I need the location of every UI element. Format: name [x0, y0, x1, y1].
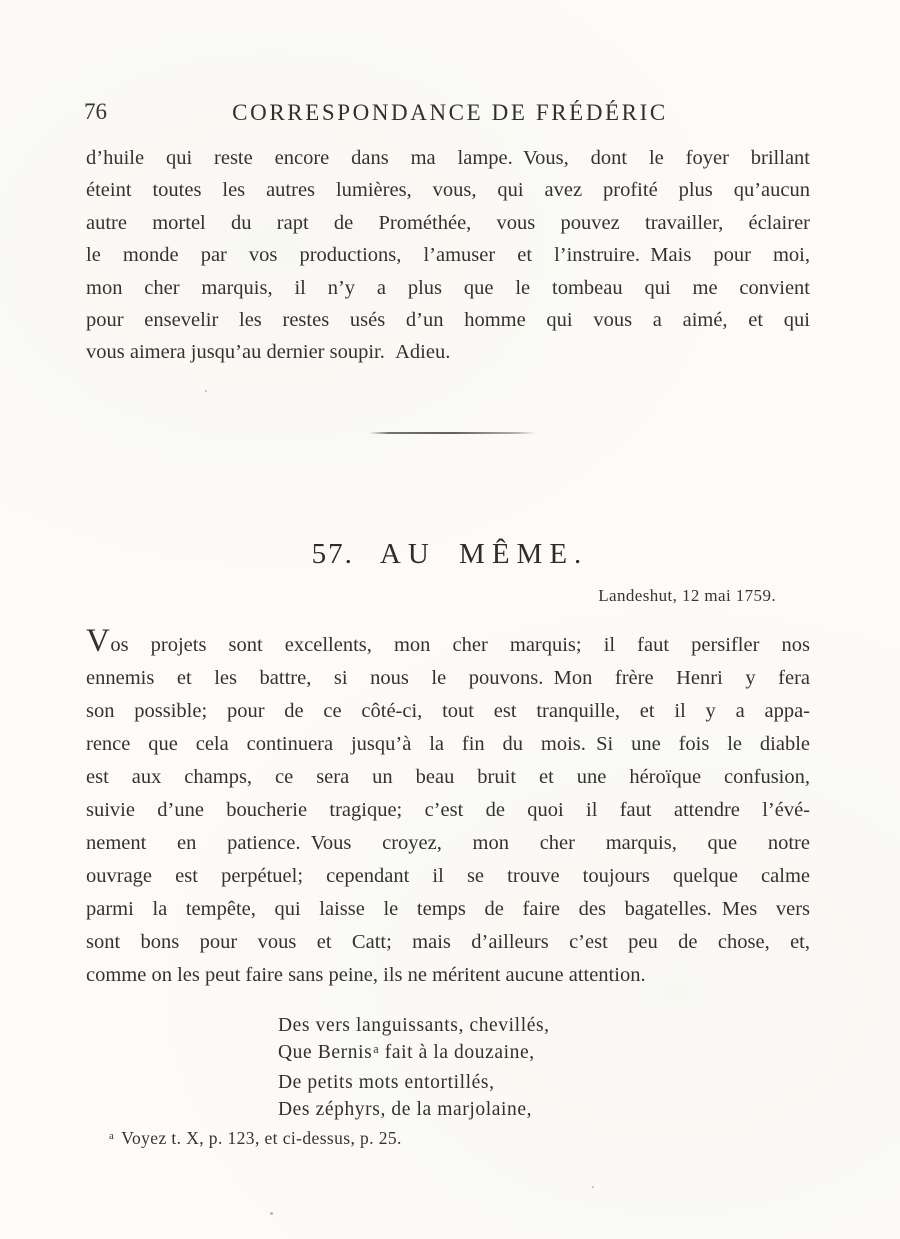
text-line: ouvrage est perpétuel; cependant il se trouve toujours quelque calme — [86, 865, 810, 887]
text-line-first — [86, 625, 810, 662]
text-line: sont bons pour vous et Catt; mais d’ailleurs c’est peu de chose, et, — [86, 931, 810, 953]
verse-line: Des zéphyrs, de la marjolaine, — [278, 1098, 533, 1120]
verse-block — [278, 1012, 550, 1123]
letter-title: AU MÊME. — [379, 538, 589, 570]
letter-number: 57. — [311, 538, 354, 570]
page-number: 76 — [84, 99, 107, 124]
text-line: son possible; pour de ce côté-ci, tout est tranquille, et il y a appa- — [86, 700, 810, 722]
text-line: éteint toutes les autres lumières, vous, qui avez profité plus qu’aucun — [86, 179, 810, 202]
text-line: ennemis et les battre, si nous le pouvons. Mon frère Henri y fera — [86, 667, 810, 689]
footnote-text: Voyez t. X, p. 123, et ci-dessus, p. 25. — [121, 1128, 402, 1148]
text-line: nement en patience. Vous croyez, mon cher marquis, que notre — [86, 832, 810, 854]
text-line: rence que cela continuera jusqu’à la fin du mois. Si une fois le diable — [86, 733, 810, 755]
verse-line: Que Bernis$^a$ fait à la douzaine, — [278, 1041, 535, 1064]
text-line: pour ensevelir les restes usés d’un homme qui vous a aimé, et qui — [86, 309, 810, 332]
text-line: mon cher marquis, il n’y a plus que le tombeau qui me convient — [86, 276, 810, 299]
text-line: comme on les peut faire sans peine, ils ne méritent aucune attention. — [86, 964, 646, 986]
text-line: autre mortel du rapt de Prométhée, vous pouvez travailler, éclairer — [86, 211, 810, 234]
text-line: suivie d’une boucherie tragique; c’est de quoi il faut attendre l’évé- — [86, 799, 810, 821]
scan-speck — [205, 390, 207, 392]
text-line: vous aimera jusqu’au dernier soupir. Adieu. — [86, 341, 451, 364]
running-title: CORRESPONDANCE DE FRÉDÉRIC — [232, 100, 668, 125]
text-line: d’huile qui reste encore dans ma lampe. Vous, dont le foyer brillant — [86, 147, 810, 169]
first-line-text: os projets sont excellents, mon cher marquis; il faut persifler nos — [110, 634, 810, 656]
section-divider — [369, 432, 536, 434]
letter-body-paragraph — [86, 625, 810, 992]
scan-speck — [270, 1212, 273, 1215]
verse-line: Des vers languissants, chevillés, — [278, 1015, 550, 1036]
footnote-reference: a — [373, 1041, 380, 1056]
footnote-marker: a — [109, 1130, 115, 1143]
verse-line: De petits mots entortillés, — [278, 1071, 495, 1093]
previous-letter-paragraph — [86, 142, 810, 369]
letter-heading — [0, 538, 900, 571]
scan-speck — [592, 1186, 594, 1188]
text-line: parmi la tempête, qui laisse le temps de faire des bagatelles. Mes vers — [86, 898, 810, 920]
dateline: Landeshut, 12 mai 1759. — [598, 586, 776, 605]
text-line: le monde par vos productions, l’amuser et l’instruire. Mais pour moi, — [86, 244, 810, 267]
text-line: est aux champs, ce sera un beau bruit et une héroïque confusion, — [86, 766, 810, 788]
enlarged-initial: V — [86, 623, 111, 659]
footnote — [108, 1128, 402, 1149]
letter-body-lines — [86, 662, 810, 992]
